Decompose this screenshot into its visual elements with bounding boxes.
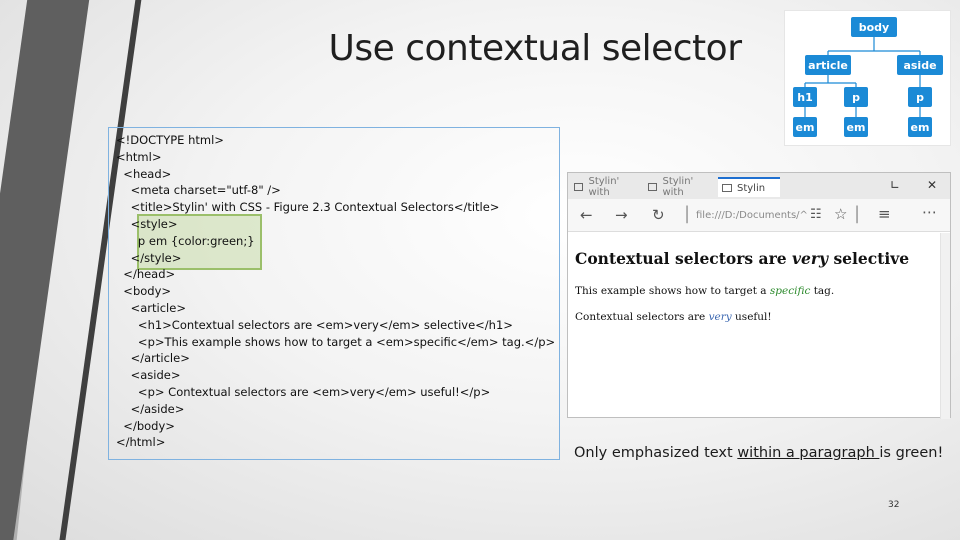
close-icon[interactable]: ✕ bbox=[927, 178, 938, 192]
tab-1[interactable] bbox=[570, 177, 640, 197]
browser-toolbar bbox=[568, 199, 950, 232]
h1-text-end: selective bbox=[828, 249, 910, 268]
scrollbar[interactable] bbox=[940, 233, 950, 419]
p2-text: Contextual selectors are bbox=[575, 311, 709, 323]
caption-underlined: within a paragraph bbox=[737, 445, 880, 461]
p1-em-green: specific bbox=[769, 285, 811, 297]
p1-text: This example shows how to target a bbox=[575, 285, 770, 297]
toolbar-divider: | bbox=[854, 203, 861, 224]
decorative-stripe-dark bbox=[0, 0, 92, 540]
code-line: <body> bbox=[116, 284, 172, 299]
tab-2[interactable] bbox=[644, 177, 714, 197]
refresh-icon[interactable]: ↻ bbox=[652, 206, 665, 224]
tab-2-label: Stylin' with bbox=[662, 176, 694, 198]
h1-em: very bbox=[792, 249, 829, 268]
code-line: </html> bbox=[116, 435, 166, 450]
forward-icon[interactable]: → bbox=[615, 206, 628, 224]
code-line: <p> Contextual selectors are <em>very</em> useful!</p> bbox=[116, 385, 491, 399]
tab-3-label: Stylin bbox=[737, 182, 766, 194]
code-line: </style> bbox=[116, 250, 182, 265]
tree-node-aside: aside bbox=[897, 55, 943, 75]
tree-node-p-aside: p bbox=[908, 87, 932, 107]
tab-1-label: Stylin' with bbox=[588, 176, 620, 198]
code-line: </article> bbox=[116, 351, 190, 366]
p2-text-end: useful! bbox=[731, 311, 772, 323]
code-line: <title>Stylin' with CSS - Figure 2.3 Contextual Selectors</title> bbox=[116, 200, 500, 215]
tree-node-p-article: p bbox=[844, 87, 868, 107]
rendered-paragraph-1 bbox=[575, 285, 834, 297]
code-line: <html> bbox=[116, 149, 162, 164]
code-line: <head> bbox=[116, 166, 172, 181]
tree-node-em-h1: em bbox=[793, 117, 817, 137]
page-number: 32 bbox=[888, 500, 900, 510]
code-line: </head> bbox=[116, 267, 176, 282]
code-line: <article> bbox=[116, 301, 186, 315]
code-line: <h1>Contextual selectors are <em>very</em> selective</h1> bbox=[116, 317, 513, 332]
page-icon bbox=[722, 184, 732, 192]
tree-node-article: article bbox=[805, 55, 851, 75]
dom-tree-diagram bbox=[784, 10, 951, 146]
tree-node-h1: h1 bbox=[793, 87, 817, 107]
tree-node-em-p-aside: em bbox=[908, 117, 932, 137]
tab-bar bbox=[568, 173, 950, 199]
h1-text: Contextual selectors are bbox=[575, 249, 792, 268]
code-line: <aside> bbox=[116, 368, 181, 383]
back-icon[interactable]: ← bbox=[580, 206, 593, 224]
code-line: <p>This example shows how to target a <em>specific</em> tag.</p> bbox=[116, 334, 556, 349]
browser-window bbox=[567, 172, 951, 418]
p1-text-end: tag. bbox=[810, 285, 835, 297]
reading-view-icon[interactable]: ☷ bbox=[810, 207, 822, 222]
caption-text: Only emphasized text bbox=[574, 445, 738, 461]
slide-caption bbox=[574, 445, 943, 461]
minimize-icon[interactable]: ∟ bbox=[890, 178, 901, 192]
p2-em: very bbox=[708, 311, 732, 323]
hub-icon[interactable]: ≡ bbox=[878, 205, 891, 223]
page-content bbox=[568, 233, 950, 419]
rendered-h1 bbox=[575, 249, 909, 268]
tree-node-body: body bbox=[851, 17, 897, 37]
page-icon bbox=[574, 183, 583, 191]
address-bar[interactable]: file:///D:/Documents/^ bbox=[696, 209, 808, 221]
code-line: </body> bbox=[116, 418, 175, 433]
code-line: </aside> bbox=[116, 401, 185, 416]
code-line: <style> bbox=[116, 217, 178, 231]
code-line: <!DOCTYPE html> bbox=[116, 133, 224, 147]
more-icon[interactable]: ⋯ bbox=[922, 203, 937, 221]
code-line: <meta charset="utf-8" /> bbox=[116, 183, 281, 198]
slide-title: Use contextual selector bbox=[328, 28, 742, 69]
page-icon bbox=[648, 183, 657, 191]
rendered-paragraph-2 bbox=[575, 311, 772, 323]
address-divider: | bbox=[684, 203, 691, 224]
tab-3-active[interactable] bbox=[718, 177, 780, 197]
code-line: p em {color:green;} bbox=[116, 233, 255, 248]
favorite-icon[interactable]: ☆ bbox=[834, 205, 848, 223]
tree-node-em-p-article: em bbox=[844, 117, 868, 137]
caption-text-end: is green! bbox=[879, 445, 944, 461]
